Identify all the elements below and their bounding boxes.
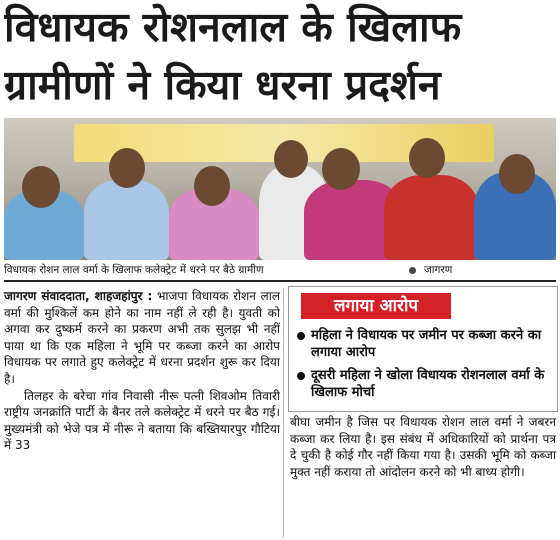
highlight-box xyxy=(288,286,558,412)
bullet-icon xyxy=(297,372,305,380)
photo-person xyxy=(384,175,479,260)
article-column-right xyxy=(290,414,556,480)
photo-caption: विधायक रोशन लाल वर्मा के खिलाफ कलेक्ट्रेट में धरने पर बैठे ग्रामीण xyxy=(4,264,264,276)
article-paragraph-1: भाजपा विधायक रोशन लाल वर्मा की मुश्किलें कम होने का नाम नहीं ले रही है। युवती को अगवा कर दुष्कर्म करने का प्रकरण अभी तक सुलझ भी नहीं पाया था कि एक महिला ने भूमि पर कब्जा करने का आरोप विधायक पर लगाते हुए कलेक्ट्रेट में धरना प्रदर्शन शुरू कर दिया है। xyxy=(4,289,280,386)
photo-person-head xyxy=(109,148,145,188)
caption-dot-icon xyxy=(409,267,416,274)
photo-person-head xyxy=(409,138,445,178)
article-byline: जागरण संवाददाता, शाहजहांपुर : xyxy=(4,289,153,303)
photo-person-head xyxy=(194,166,230,206)
photo-caption-row xyxy=(4,262,556,278)
article-column-left xyxy=(4,288,280,454)
news-photo xyxy=(4,118,556,260)
highlight-point-text: दूसरी महिला ने खोला विधायक रोशनलाल वर्मा के खिलाफ मोर्चा xyxy=(311,368,545,400)
highlight-point xyxy=(297,327,553,361)
headline-line-1: विधायक रोशनलाल के खिलाफ xyxy=(4,3,462,51)
section-divider xyxy=(4,280,556,282)
photo-credit: जागरण xyxy=(424,264,453,276)
photo-person-head xyxy=(22,166,60,208)
article-paragraph-2: तिलहर के बरेचा गांव निवासी नीरू पत्नी शिवओम तिवारी राष्ट्रीय जनक्रांति पार्टी के बैनर तले कलेक्ट्रेट में धरने पर बैठ गई। मुख्यमंत्री को भेजे पत्र में नीरू ने बताया कि बख्तियारपुर गौटिया में 33 xyxy=(4,388,280,453)
highlight-point-text: महिला ने विधायक पर जमीन पर कब्जा करने का लगाया आरोप xyxy=(311,328,542,360)
photo-person-head xyxy=(274,140,308,178)
photo-person-head xyxy=(499,154,535,194)
highlight-tag: लगाया आरोप xyxy=(301,293,451,319)
headline-line-2: ग्रामीणों ने किया धरना प्रदर्शन xyxy=(4,61,441,109)
highlight-point xyxy=(297,367,553,401)
article-paragraph-3: बीघा जमीन है जिस पर विधायक रोशन लाल वर्मा ने जबरन कब्जा कर लिया है। इस संबंध में अधिकारियों को प्रार्थना पत्र दे चुकी है कोई गौर नहीं किया गया है। उसकी भूमि को कब्जा मुक्त नहीं कराया तो आंदोलन करने को भी बाध्य होगी। xyxy=(290,415,556,479)
photo-person-head xyxy=(322,148,360,190)
column-divider xyxy=(283,288,284,538)
photo-person xyxy=(84,180,169,260)
bullet-icon xyxy=(297,332,305,340)
